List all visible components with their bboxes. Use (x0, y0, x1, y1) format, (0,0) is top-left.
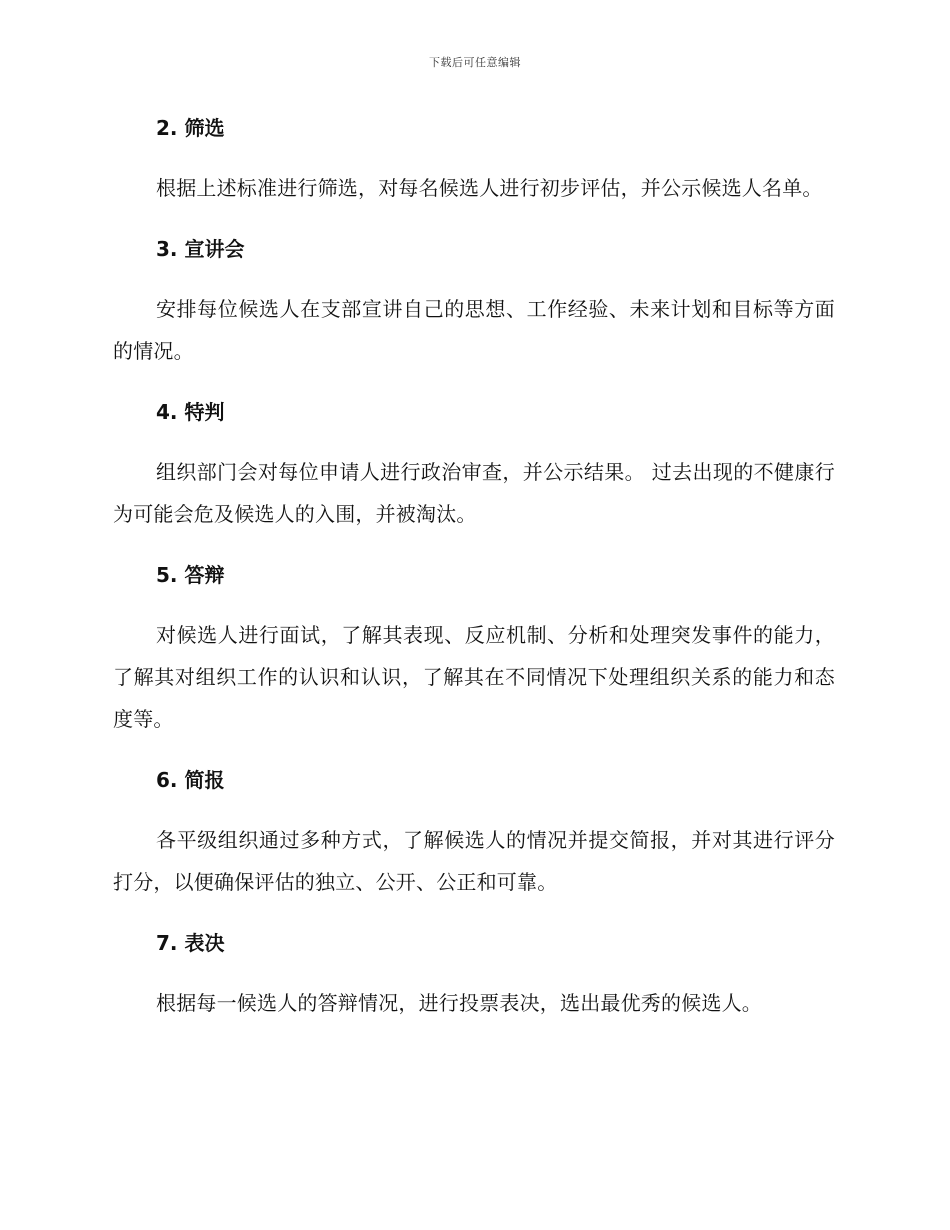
section-paragraph: 组织部门会对每位申请人进行政治审查，并公示结果。 过去出现的不健康行为可能会危及候选人的入围，并被淘汰。 (113, 460, 835, 526)
section-paragraph: 对候选人进行面试，了解其表现、反应机制、分析和处理突发事件的能力，了解其对组织工作的认识和认识，了解其在不同情况下处理组织关系的能力和态度等。 (113, 623, 835, 731)
section-heading: 7. 表决 (156, 931, 225, 955)
section-paragraph: 各平级组织通过多种方式，了解候选人的情况并提交简报，并对其进行评分打分，以便确保评估的独立、公开、公正和可靠。 (113, 828, 835, 894)
section-paragraph: 根据每一候选人的答辩情况，进行投票表决，选出最优秀的候选人。 (156, 991, 762, 1015)
section-paragraph: 根据上述标准进行筛选，对每名候选人进行初步评估，并公示候选人名单。 (156, 176, 823, 200)
section-heading: 4. 特判 (156, 400, 225, 424)
section-heading: 3. 宣讲会 (156, 237, 245, 261)
section-briefing (113, 760, 835, 903)
section-paragraph: 安排每位候选人在支部宣讲自己的思想、工作经验、未来计划和目标等方面的情况。 (113, 297, 835, 363)
header-note: 下载后可任意编辑 (429, 56, 521, 69)
section-heading: 2. 筛选 (156, 116, 225, 140)
section-screening (113, 108, 835, 209)
section-vote (113, 923, 835, 1024)
section-review (113, 392, 835, 535)
section-heading: 5. 答辩 (156, 563, 225, 587)
document-body (113, 108, 835, 1024)
section-defense (113, 555, 835, 740)
section-presentation (113, 229, 835, 372)
section-heading: 6. 简报 (156, 768, 225, 792)
